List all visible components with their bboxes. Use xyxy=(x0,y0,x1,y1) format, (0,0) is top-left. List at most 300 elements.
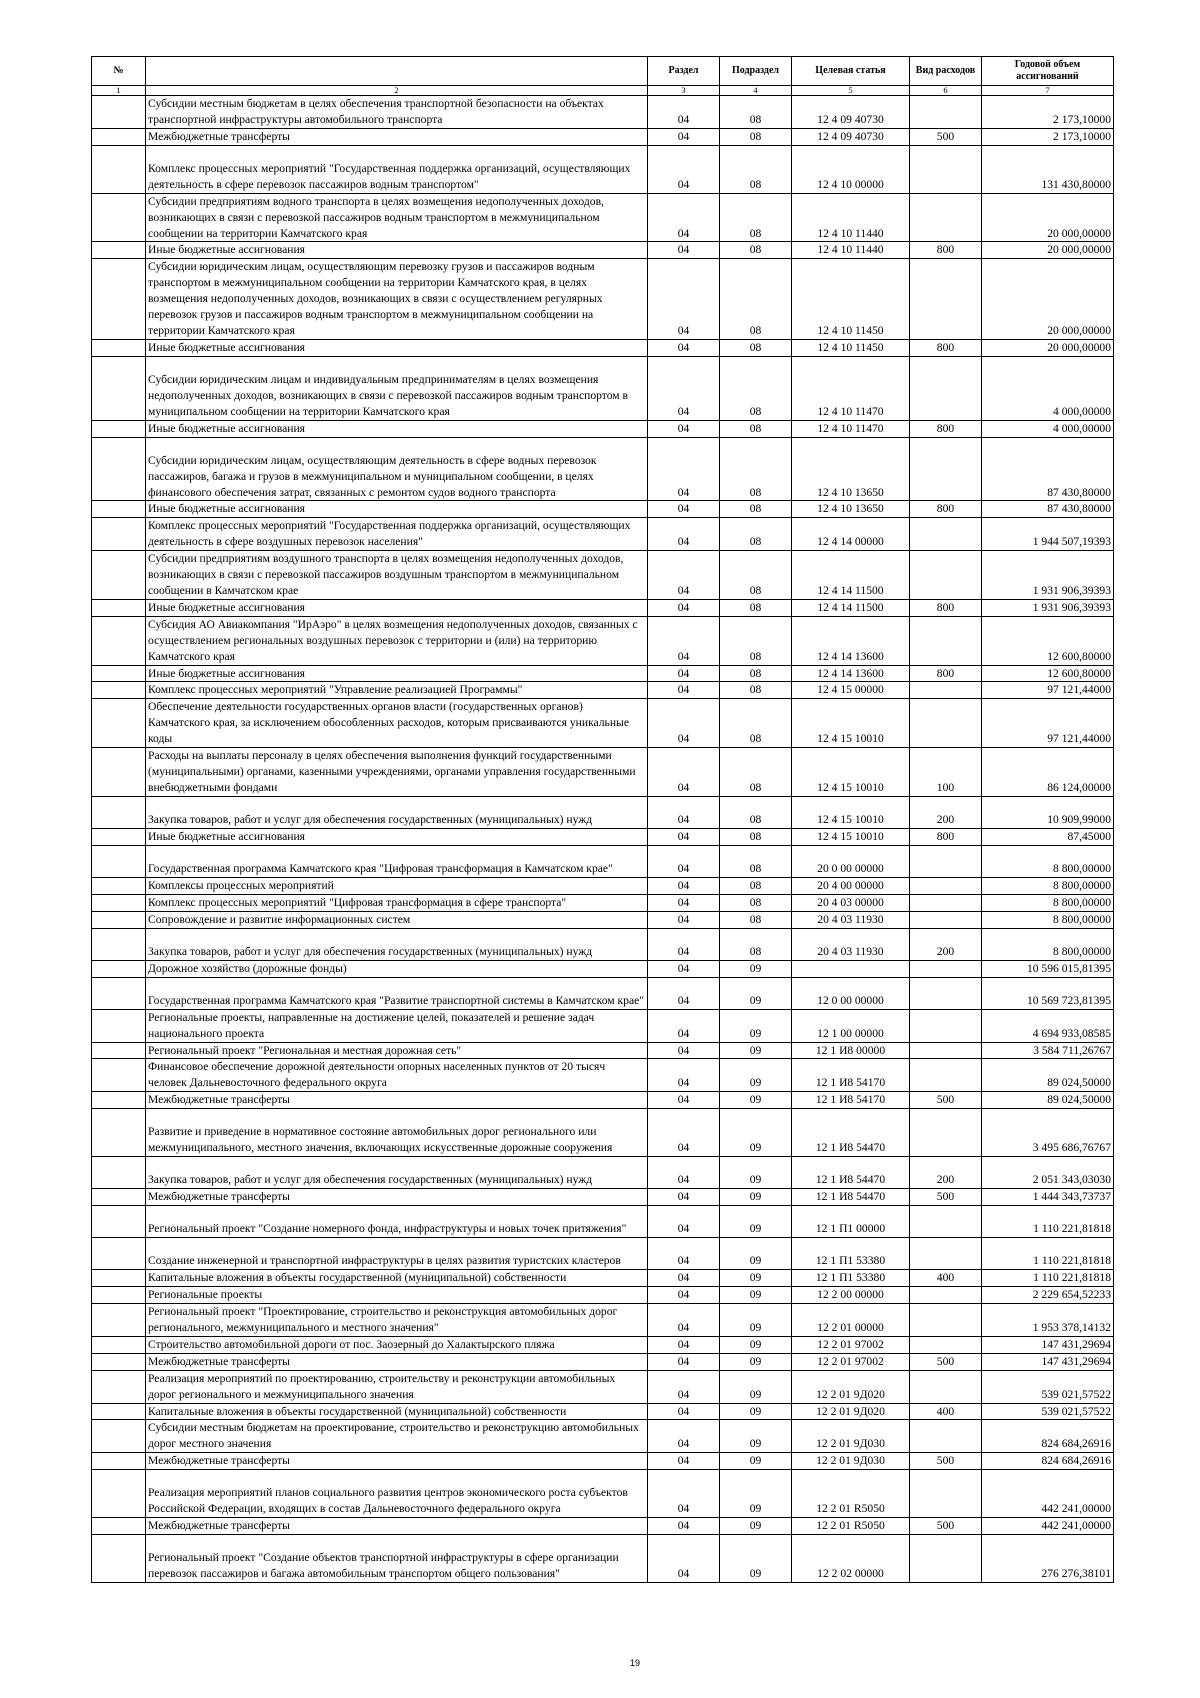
row-name: Субсидии местным бюджетам в целях обеспечения транспортной безопасности на объектах транспортной инфраструктуры автомобильного транспорта xyxy=(146,96,648,129)
row-number xyxy=(92,437,146,501)
row-target-article: 20 0 00 00000 xyxy=(792,845,910,877)
table-row xyxy=(92,599,1114,616)
row-number xyxy=(92,356,146,420)
table-row xyxy=(92,96,1114,129)
row-target-article: 12 4 14 00000 xyxy=(792,518,910,551)
row-expense-type xyxy=(910,551,982,600)
row-expense-type xyxy=(910,145,982,193)
table-row xyxy=(92,128,1114,145)
row-number xyxy=(92,1042,146,1059)
row-target-article: 12 4 15 10010 xyxy=(792,699,910,748)
row-subsection: 08 xyxy=(720,437,792,501)
row-target-article: 12 4 14 13600 xyxy=(792,616,910,665)
row-section: 04 xyxy=(648,145,720,193)
row-target-article: 12 2 01 9Д020 xyxy=(792,1403,910,1420)
row-expense-type xyxy=(910,356,982,420)
row-expense-type xyxy=(910,699,982,748)
row-expense-type xyxy=(910,193,982,242)
row-section: 04 xyxy=(648,1453,720,1470)
row-name: Реализация мероприятий планов социального развития центров экономического роста субъектов Российской Федерации, входящих в состав Дальневосточного федерального округа xyxy=(146,1470,648,1518)
row-name: Создание инженерной и транспортной инфраструктуры в целях развития туристских кластеров xyxy=(146,1238,648,1270)
row-target-article: 12 1 И8 54470 xyxy=(792,1157,910,1189)
row-name: Межбюджетные трансферты xyxy=(146,1518,648,1535)
row-target-article: 12 4 14 13600 xyxy=(792,665,910,682)
row-subsection: 09 xyxy=(720,1270,792,1287)
row-subsection: 09 xyxy=(720,1059,792,1092)
row-amount: 89 024,50000 xyxy=(982,1059,1114,1092)
row-number xyxy=(92,420,146,437)
table-row xyxy=(92,193,1114,242)
row-amount: 2 229 654,52233 xyxy=(982,1287,1114,1304)
row-name: Субсидия АО Авиакомпания "ИрАэро" в целях возмещения недополученных доходов, связанных с осуществлением региональных воздушных перевозок с территории и (или) на территорию Камчатского края xyxy=(146,616,648,665)
row-amount: 87 430,80000 xyxy=(982,501,1114,518)
row-number xyxy=(92,1370,146,1403)
row-section: 04 xyxy=(648,339,720,356)
row-name: Финансовое обеспечение дорожной деятельности опорных населенных пунктов от 20 тысяч человек Дальневосточного федерального округа xyxy=(146,1059,648,1092)
row-section: 04 xyxy=(648,437,720,501)
row-expense-type xyxy=(910,682,982,699)
row-target-article: 20 4 03 11930 xyxy=(792,911,910,928)
row-expense-type xyxy=(910,1535,982,1583)
row-section: 04 xyxy=(648,96,720,129)
row-number xyxy=(92,1470,146,1518)
row-target-article: 12 1 И8 54470 xyxy=(792,1109,910,1157)
table-row xyxy=(92,877,1114,894)
row-subsection: 08 xyxy=(720,616,792,665)
row-name: Субсидии предприятиям воздушного транспорта в целях возмещения недополученных доходов, возникающих в связи с перевозкой пассажиров воздушным транспортом в межмуниципальном сообщении в Камчатском крае xyxy=(146,551,648,600)
row-amount: 824 684,26916 xyxy=(982,1420,1114,1453)
row-subsection: 09 xyxy=(720,1157,792,1189)
header-target: Целевая статья xyxy=(792,57,910,86)
row-section: 04 xyxy=(648,1270,720,1287)
row-number xyxy=(92,1109,146,1157)
row-expense-type xyxy=(910,877,982,894)
row-section: 04 xyxy=(648,501,720,518)
page-number: 19 xyxy=(629,1658,640,1668)
row-expense-type xyxy=(910,960,982,977)
column-number: 5 xyxy=(792,86,910,96)
table-row xyxy=(92,1238,1114,1270)
row-section: 04 xyxy=(648,128,720,145)
table-row xyxy=(92,1518,1114,1535)
row-subsection: 08 xyxy=(720,501,792,518)
row-expense-type xyxy=(910,1206,982,1238)
row-expense-type: 800 xyxy=(910,501,982,518)
row-number xyxy=(92,1287,146,1304)
row-target-article: 12 4 10 13650 xyxy=(792,437,910,501)
table-row xyxy=(92,145,1114,193)
row-subsection: 09 xyxy=(720,1453,792,1470)
row-amount: 87 430,80000 xyxy=(982,437,1114,501)
row-amount: 8 800,00000 xyxy=(982,928,1114,960)
row-expense-type: 500 xyxy=(910,1189,982,1206)
row-name: Межбюджетные трансферты xyxy=(146,1453,648,1470)
row-subsection: 09 xyxy=(720,1403,792,1420)
row-section: 04 xyxy=(648,616,720,665)
row-expense-type xyxy=(910,437,982,501)
row-target-article: 12 1 И8 54470 xyxy=(792,1189,910,1206)
row-expense-type: 800 xyxy=(910,420,982,437)
row-target-article: 12 1 И8 54170 xyxy=(792,1059,910,1092)
row-name: Закупка товаров, работ и услуг для обеспечения государственных (муниципальных) нужд xyxy=(146,796,648,828)
row-section: 04 xyxy=(648,518,720,551)
row-section: 04 xyxy=(648,894,720,911)
row-target-article: 12 4 15 10010 xyxy=(792,828,910,845)
row-number xyxy=(92,1157,146,1189)
row-amount: 97 121,44000 xyxy=(982,682,1114,699)
table-row xyxy=(92,828,1114,845)
row-section: 04 xyxy=(648,1336,720,1353)
row-subsection: 09 xyxy=(720,1518,792,1535)
row-section: 04 xyxy=(648,877,720,894)
table-row xyxy=(92,1535,1114,1583)
row-target-article: 12 2 02 00000 xyxy=(792,1535,910,1583)
row-target-article: 12 4 14 11500 xyxy=(792,599,910,616)
table-row xyxy=(92,1304,1114,1337)
row-target-article xyxy=(792,960,910,977)
row-section: 04 xyxy=(648,1304,720,1337)
row-number xyxy=(92,96,146,129)
row-section: 04 xyxy=(648,682,720,699)
table-row xyxy=(92,845,1114,877)
row-number xyxy=(92,1092,146,1109)
row-subsection: 09 xyxy=(720,1238,792,1270)
table-row xyxy=(92,616,1114,665)
row-name: Дорожное хозяйство (дорожные фонды) xyxy=(146,960,648,977)
row-amount: 2 051 343,03030 xyxy=(982,1157,1114,1189)
row-subsection: 09 xyxy=(720,977,792,1009)
row-number xyxy=(92,1189,146,1206)
header-row xyxy=(92,57,1114,86)
row-name: Комплекс процессных мероприятий "Цифровая трансформация в сфере транспорта" xyxy=(146,894,648,911)
row-amount: 131 430,80000 xyxy=(982,145,1114,193)
row-amount: 8 800,00000 xyxy=(982,894,1114,911)
row-amount: 87,45000 xyxy=(982,828,1114,845)
row-target-article: 12 4 10 11450 xyxy=(792,339,910,356)
row-number xyxy=(92,1403,146,1420)
row-subsection: 08 xyxy=(720,356,792,420)
row-target-article: 12 1 П1 53380 xyxy=(792,1238,910,1270)
row-subsection: 09 xyxy=(720,1370,792,1403)
row-expense-type: 400 xyxy=(910,1403,982,1420)
row-amount: 147 431,29694 xyxy=(982,1336,1114,1353)
row-subsection: 09 xyxy=(720,1287,792,1304)
table-row xyxy=(92,796,1114,828)
table-row xyxy=(92,1009,1114,1042)
row-number xyxy=(92,977,146,1009)
row-number xyxy=(92,828,146,845)
row-name: Субсидии юридическим лицам и индивидуальным предпринимателям в целях возмещения недополученных доходов, возникающих в связи с перевозкой пассажиров водным транспортом в муниципальном сообщении на территории Камчатского края xyxy=(146,356,648,420)
row-amount: 1 110 221,81818 xyxy=(982,1206,1114,1238)
row-amount: 20 000,00000 xyxy=(982,193,1114,242)
row-target-article: 12 1 П1 00000 xyxy=(792,1206,910,1238)
table-row xyxy=(92,977,1114,1009)
row-section: 04 xyxy=(648,1059,720,1092)
header-section: Раздел xyxy=(648,57,720,86)
row-expense-type xyxy=(910,259,982,340)
row-expense-type: 800 xyxy=(910,599,982,616)
table-row xyxy=(92,748,1114,797)
row-expense-type: 500 xyxy=(910,1353,982,1370)
row-section: 04 xyxy=(648,1109,720,1157)
row-target-article: 12 4 15 00000 xyxy=(792,682,910,699)
row-target-article: 12 0 00 00000 xyxy=(792,977,910,1009)
row-amount: 3 584 711,26767 xyxy=(982,1042,1114,1059)
row-name: Иные бюджетные ассигнования xyxy=(146,242,648,259)
row-subsection: 08 xyxy=(720,928,792,960)
row-amount: 3 495 686,76767 xyxy=(982,1109,1114,1157)
table-row xyxy=(92,1420,1114,1453)
row-name: Региональный проект "Создание номерного фонда, инфраструктуры и новых точек притяжения" xyxy=(146,1206,648,1238)
table-row xyxy=(92,501,1114,518)
row-target-article: 12 2 01 R5050 xyxy=(792,1518,910,1535)
row-target-article: 12 1 И8 00000 xyxy=(792,1042,910,1059)
table-row xyxy=(92,437,1114,501)
table-body xyxy=(92,96,1114,1583)
row-amount: 442 241,00000 xyxy=(982,1470,1114,1518)
row-section: 04 xyxy=(648,420,720,437)
row-subsection: 09 xyxy=(720,1042,792,1059)
row-name: Капитальные вложения в объекты государственной (муниципальной) собственности xyxy=(146,1403,648,1420)
row-expense-type: 500 xyxy=(910,1092,982,1109)
row-subsection: 09 xyxy=(720,1353,792,1370)
row-expense-type: 200 xyxy=(910,796,982,828)
row-subsection: 09 xyxy=(720,1535,792,1583)
row-target-article: 12 4 10 11470 xyxy=(792,356,910,420)
row-expense-type: 500 xyxy=(910,1518,982,1535)
row-amount: 10 596 015,81395 xyxy=(982,960,1114,977)
column-number: 2 xyxy=(146,86,648,96)
row-section: 04 xyxy=(648,796,720,828)
row-amount: 1 944 507,19393 xyxy=(982,518,1114,551)
row-name: Региональные проекты, направленные на достижение целей, показателей и решение задач национального проекта xyxy=(146,1009,648,1042)
row-section: 04 xyxy=(648,1370,720,1403)
row-expense-type xyxy=(910,1059,982,1092)
row-subsection: 08 xyxy=(720,193,792,242)
row-target-article: 12 2 01 9Д030 xyxy=(792,1453,910,1470)
row-name: Региональные проекты xyxy=(146,1287,648,1304)
row-amount: 1 110 221,81818 xyxy=(982,1238,1114,1270)
row-amount: 1 931 906,39393 xyxy=(982,599,1114,616)
row-number xyxy=(92,259,146,340)
row-subsection: 09 xyxy=(720,1420,792,1453)
row-name: Сопровождение и развитие информационных систем xyxy=(146,911,648,928)
row-number xyxy=(92,616,146,665)
row-target-article: 12 4 10 11470 xyxy=(792,420,910,437)
row-expense-type xyxy=(910,1009,982,1042)
row-target-article: 12 4 10 13650 xyxy=(792,501,910,518)
row-number xyxy=(92,1238,146,1270)
row-target-article: 12 4 10 00000 xyxy=(792,145,910,193)
table-row xyxy=(92,894,1114,911)
row-amount: 8 800,00000 xyxy=(982,845,1114,877)
column-number: 6 xyxy=(910,86,982,96)
row-name: Субсидии юридическим лицам, осуществляющим перевозку грузов и пассажиров водным транспортом в межмуниципальном сообщении на территории Камчатского края, в целях возмещения недополученных доходов, возникающих в связи с осуществлением регулярных перевозок грузов и пассажиров водным транспортом в межмуниципальном сообщении на территории Камчатского края xyxy=(146,259,648,340)
table-row xyxy=(92,911,1114,928)
row-subsection: 09 xyxy=(720,1206,792,1238)
row-number xyxy=(92,748,146,797)
row-name: Иные бюджетные ассигнования xyxy=(146,420,648,437)
row-subsection: 08 xyxy=(720,96,792,129)
row-number xyxy=(92,894,146,911)
header-expense-type: Вид расходов xyxy=(910,57,982,86)
row-amount: 20 000,00000 xyxy=(982,339,1114,356)
row-target-article: 12 2 01 97002 xyxy=(792,1353,910,1370)
row-target-article: 12 4 09 40730 xyxy=(792,96,910,129)
row-number xyxy=(92,1535,146,1583)
row-name: Обеспечение деятельности государственных органов власти (государственных органов) Камчатского края, за исключением обособленных расходов, которым присваиваются уникальные коды xyxy=(146,699,648,748)
row-subsection: 08 xyxy=(720,877,792,894)
row-name: Строительство автомобильной дороги от пос. Заозерный до Халактырского пляжа xyxy=(146,1336,648,1353)
row-amount: 1 953 378,14132 xyxy=(982,1304,1114,1337)
row-expense-type: 400 xyxy=(910,1270,982,1287)
row-section: 04 xyxy=(648,1518,720,1535)
row-target-article: 20 4 00 00000 xyxy=(792,877,910,894)
row-amount: 97 121,44000 xyxy=(982,699,1114,748)
row-subsection: 08 xyxy=(720,911,792,928)
row-section: 04 xyxy=(648,193,720,242)
table-row xyxy=(92,699,1114,748)
row-target-article: 12 2 01 R5050 xyxy=(792,1470,910,1518)
row-amount: 539 021,57522 xyxy=(982,1370,1114,1403)
row-number xyxy=(92,877,146,894)
row-section: 04 xyxy=(648,1206,720,1238)
row-amount: 1 444 343,73737 xyxy=(982,1189,1114,1206)
header-name xyxy=(146,57,648,86)
row-expense-type: 800 xyxy=(910,828,982,845)
row-subsection: 08 xyxy=(720,796,792,828)
table-row xyxy=(92,1287,1114,1304)
row-subsection: 08 xyxy=(720,518,792,551)
row-amount: 4 000,00000 xyxy=(982,420,1114,437)
row-number xyxy=(92,960,146,977)
row-expense-type xyxy=(910,1304,982,1337)
row-name: Иные бюджетные ассигнования xyxy=(146,665,648,682)
row-subsection: 09 xyxy=(720,1189,792,1206)
budget-table xyxy=(91,56,1114,1583)
table-row xyxy=(92,518,1114,551)
row-expense-type xyxy=(910,1109,982,1157)
row-target-article: 12 2 01 00000 xyxy=(792,1304,910,1337)
row-subsection: 09 xyxy=(720,1336,792,1353)
row-subsection: 08 xyxy=(720,665,792,682)
row-target-article: 12 4 10 11450 xyxy=(792,259,910,340)
row-expense-type: 100 xyxy=(910,748,982,797)
row-amount: 1 110 221,81818 xyxy=(982,1270,1114,1287)
row-amount: 20 000,00000 xyxy=(982,259,1114,340)
table-row xyxy=(92,1370,1114,1403)
row-number xyxy=(92,551,146,600)
row-target-article: 12 2 01 9Д020 xyxy=(792,1370,910,1403)
table-row xyxy=(92,1157,1114,1189)
table-row xyxy=(92,1042,1114,1059)
row-number xyxy=(92,128,146,145)
row-expense-type xyxy=(910,616,982,665)
row-subsection: 09 xyxy=(720,1109,792,1157)
row-subsection: 08 xyxy=(720,339,792,356)
table-row xyxy=(92,1453,1114,1470)
row-amount: 12 600,80000 xyxy=(982,665,1114,682)
table-row xyxy=(92,242,1114,259)
row-expense-type xyxy=(910,1287,982,1304)
row-name: Реализация мероприятий по проектированию, строительству и реконструкции автомобильных дорог регионального и межмуниципального значения xyxy=(146,1370,648,1403)
row-section: 04 xyxy=(648,911,720,928)
row-amount: 89 024,50000 xyxy=(982,1092,1114,1109)
column-number: 1 xyxy=(92,86,146,96)
row-target-article: 12 1 И8 54170 xyxy=(792,1092,910,1109)
table-row xyxy=(92,928,1114,960)
row-name: Расходы на выплаты персоналу в целях обеспечения выполнения функций государственными (муниципальными) органами, казенными учреждениями, органами управления государственными внебюджетными фондами xyxy=(146,748,648,797)
row-section: 04 xyxy=(648,1009,720,1042)
row-name: Комплекс процессных мероприятий "Государственная поддержка организаций, осуществляющих деятельность в сфере перевозок пассажиров водным транспортом" xyxy=(146,145,648,193)
row-section: 04 xyxy=(648,699,720,748)
row-expense-type: 800 xyxy=(910,339,982,356)
row-name: Комплекс процессных мероприятий "Управление реализацией Программы" xyxy=(146,682,648,699)
table-row xyxy=(92,1109,1114,1157)
row-name: Субсидии юридическим лицам, осуществляющим деятельность в сфере водных перевозок пассажиров, багажа и грузов в межмуниципальном и муниципальном сообщении, в целях финансового обеспечения затрат, связанных с ремонтом судов водного транспорта xyxy=(146,437,648,501)
row-name: Иные бюджетные ассигнования xyxy=(146,501,648,518)
column-number: 3 xyxy=(648,86,720,96)
row-name: Субсидии местным бюджетам на проектирование, строительство и реконструкцию автомобильных дорог местного значения xyxy=(146,1420,648,1453)
row-expense-type xyxy=(910,977,982,1009)
row-name: Межбюджетные трансферты xyxy=(146,1092,648,1109)
row-subsection: 08 xyxy=(720,682,792,699)
row-subsection: 08 xyxy=(720,748,792,797)
row-name: Комплекс процессных мероприятий "Государственная поддержка организаций, осуществляющих деятельность в сфере воздушных перевозок населения" xyxy=(146,518,648,551)
row-target-article: 12 4 10 11440 xyxy=(792,193,910,242)
row-number xyxy=(92,145,146,193)
table-row xyxy=(92,259,1114,340)
row-number xyxy=(92,339,146,356)
row-amount: 10 909,99000 xyxy=(982,796,1114,828)
row-name: Субсидии предприятиям водного транспорта в целях возмещения недополученных доходов, возникающих в связи с перевозкой пассажиров водным транспортом в межмуниципальном сообщении на территории Камчатского края xyxy=(146,193,648,242)
row-amount: 276 276,38101 xyxy=(982,1535,1114,1583)
row-name: Государственная программа Камчатского края "Цифровая трансформация в Камчатском крае" xyxy=(146,845,648,877)
row-number xyxy=(92,1009,146,1042)
row-number xyxy=(92,1453,146,1470)
row-amount: 8 800,00000 xyxy=(982,877,1114,894)
row-section: 04 xyxy=(648,259,720,340)
table-row xyxy=(92,420,1114,437)
row-number xyxy=(92,193,146,242)
row-target-article: 12 4 09 40730 xyxy=(792,128,910,145)
row-expense-type xyxy=(910,96,982,129)
row-section: 04 xyxy=(648,1157,720,1189)
row-expense-type xyxy=(910,1238,982,1270)
row-subsection: 08 xyxy=(720,420,792,437)
row-name: Межбюджетные трансферты xyxy=(146,1189,648,1206)
row-subsection: 09 xyxy=(720,1470,792,1518)
row-amount: 539 021,57522 xyxy=(982,1403,1114,1420)
row-number xyxy=(92,796,146,828)
table-row xyxy=(92,339,1114,356)
row-target-article: 12 4 10 11440 xyxy=(792,242,910,259)
row-section: 04 xyxy=(648,1420,720,1453)
row-expense-type xyxy=(910,1470,982,1518)
header-amount: Годовой объем ассигнований xyxy=(982,57,1114,86)
row-name: Региональный проект "Проектирование, строительство и реконструкция автомобильных дорог регионального, межмуниципального и местного значения" xyxy=(146,1304,648,1337)
row-section: 04 xyxy=(648,1287,720,1304)
table-row xyxy=(92,1270,1114,1287)
row-section: 04 xyxy=(648,977,720,1009)
row-target-article: 12 4 15 10010 xyxy=(792,796,910,828)
row-number xyxy=(92,911,146,928)
row-number xyxy=(92,599,146,616)
row-expense-type: 800 xyxy=(910,665,982,682)
table-row xyxy=(92,1059,1114,1092)
row-section: 04 xyxy=(648,1403,720,1420)
row-number xyxy=(92,665,146,682)
